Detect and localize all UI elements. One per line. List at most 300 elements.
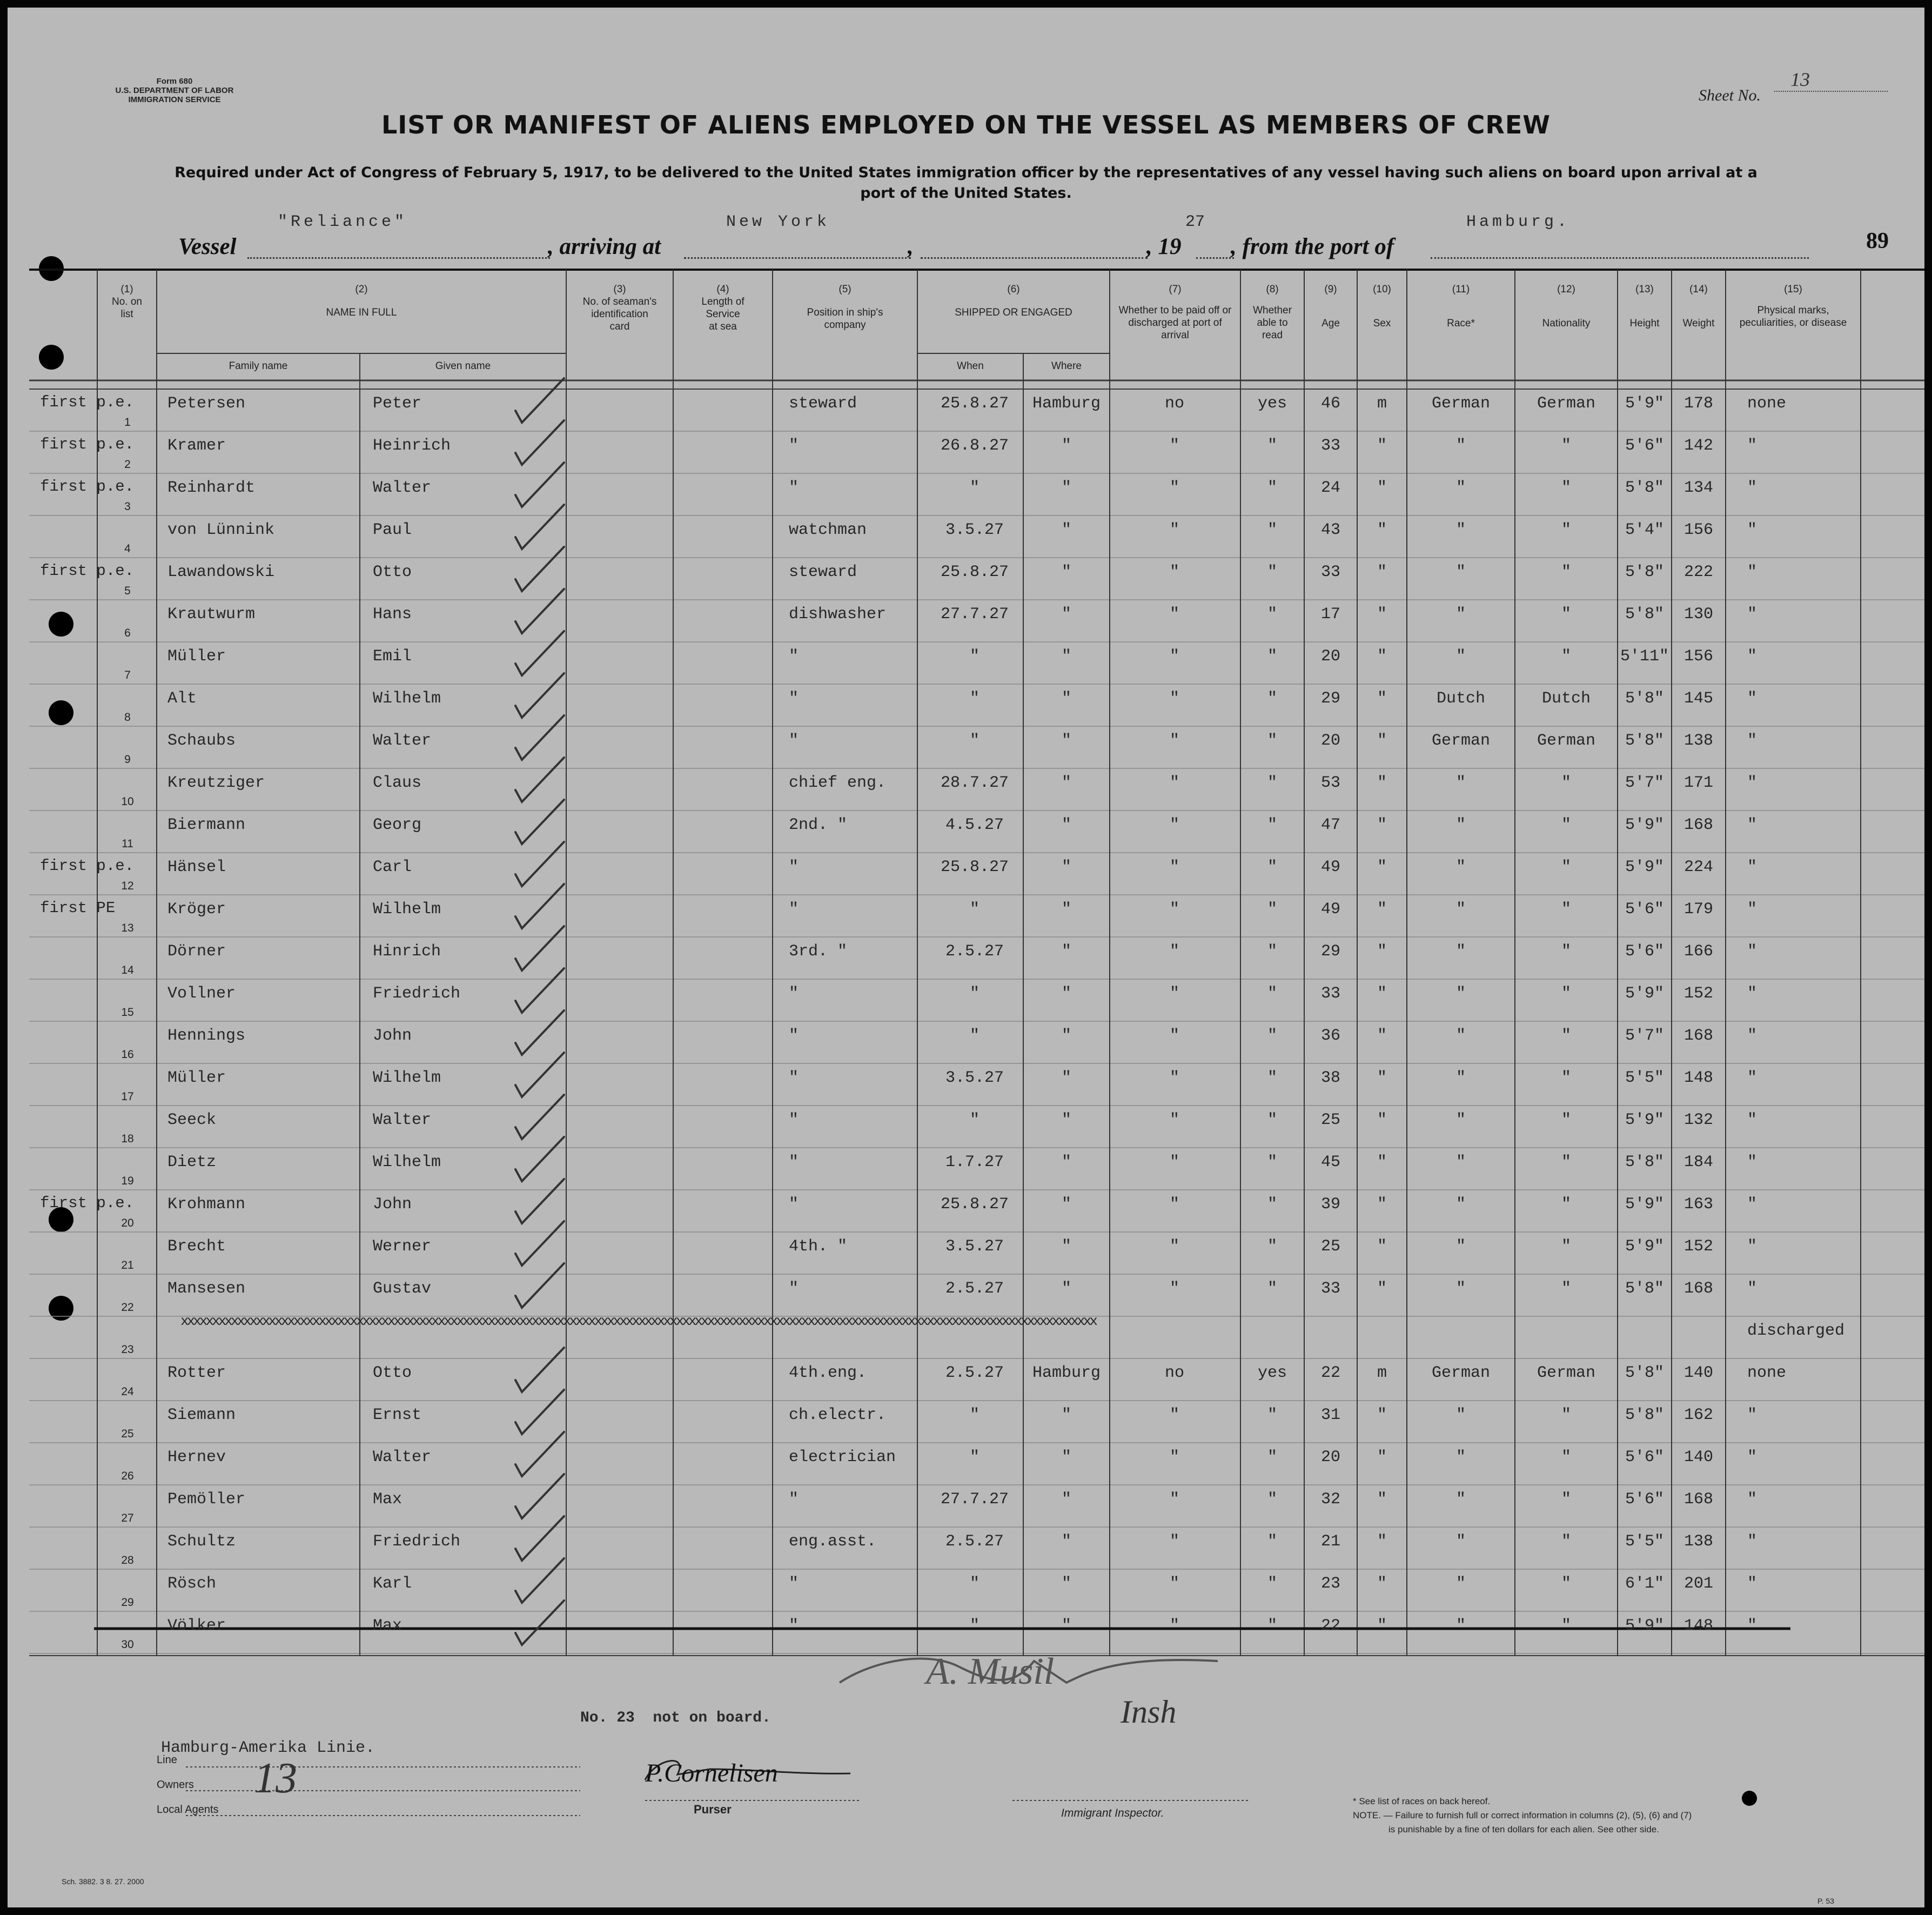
cell-able-to-read: " [1267, 479, 1277, 497]
cell-able-to-read: " [1267, 1069, 1277, 1087]
cell-family-name: Kreutziger [167, 774, 265, 792]
cell-weight: 148 [1683, 1069, 1713, 1087]
cell-family-name: von Lünnink [167, 521, 275, 539]
cell-physical-marks: " [1747, 1617, 1757, 1635]
inspector-label: Immigrant Inspector. [1061, 1807, 1164, 1819]
cell-physical-marks: " [1747, 1027, 1757, 1045]
cell-paid-off: " [1169, 816, 1179, 834]
cell-able-to-read: " [1267, 1027, 1277, 1045]
cell-given-name: Heinrich [373, 437, 451, 455]
cell-physical-marks: " [1747, 774, 1757, 792]
cell-position: ch.electr. [789, 1406, 887, 1424]
check-mark [515, 715, 564, 760]
cell-physical-marks: " [1747, 1448, 1757, 1467]
given-name-header: Given name [435, 360, 491, 372]
cell-position: steward [789, 394, 857, 413]
cell-paid-off: " [1169, 605, 1179, 624]
cell-weight: 140 [1683, 1448, 1713, 1467]
agents-label: Local Agents [157, 1804, 219, 1816]
cell-able-to-read: " [1267, 1153, 1277, 1171]
cell-sex: " [1377, 1195, 1387, 1214]
cell-family-name: Völker [167, 1617, 226, 1635]
row-number: 18 [121, 1133, 134, 1145]
print-code: Sch. 3882. 3 8. 27. 2000 [62, 1877, 144, 1886]
cell-physical-marks: " [1747, 479, 1757, 497]
cell-weight: 162 [1683, 1406, 1713, 1424]
cell-given-name: John [373, 1195, 412, 1214]
cell-shipped-when: " [969, 1111, 980, 1129]
cell-shipped-where: " [1061, 689, 1071, 708]
check-mark [515, 673, 564, 718]
cell-nationality: " [1561, 1532, 1571, 1551]
check-mark [515, 1601, 564, 1645]
cell-shipped-where: " [1061, 732, 1071, 750]
cell-shipped-when: 3.5.27 [945, 521, 1004, 539]
cell-sex: " [1377, 816, 1387, 834]
cell-shipped-when: " [969, 1406, 980, 1424]
cell-height: 5'9" [1625, 858, 1664, 876]
cell-physical-marks: none [1747, 1364, 1787, 1382]
sheet-number: 13 [1774, 68, 1888, 92]
cell-shipped-when: " [969, 1617, 980, 1635]
col11-header: (11) Race* [1447, 284, 1475, 329]
cell-height: 5'6" [1625, 1448, 1664, 1467]
cell-given-name: Gustav [373, 1280, 432, 1298]
cell-shipped-when: " [969, 1448, 980, 1467]
cell-shipped-where: " [1061, 774, 1071, 792]
check-mark [515, 631, 564, 675]
row-number: 5 [124, 585, 131, 597]
cell-weight: 142 [1683, 437, 1713, 455]
cell-shipped-when: 25.8.27 [940, 858, 1009, 876]
cell-family-name: Reinhardt [167, 479, 256, 497]
inspector-signature-suffix: Insh [1121, 1694, 1177, 1730]
cell-family-name: Petersen [167, 394, 246, 413]
cell-nationality: " [1561, 985, 1571, 1003]
cell-able-to-read: " [1267, 1532, 1277, 1551]
cell-paid-off: " [1169, 521, 1179, 539]
cell-able-to-read: " [1267, 774, 1277, 792]
family-name-header: Family name [229, 360, 288, 372]
cell-weight: 130 [1683, 605, 1713, 624]
row-number: 22 [121, 1301, 134, 1314]
cell-nationality: " [1561, 605, 1571, 624]
cell-shipped-where: " [1061, 563, 1071, 581]
cell-race: " [1455, 437, 1466, 455]
cell-nationality: " [1561, 1111, 1571, 1129]
check-mark [515, 842, 564, 886]
cell-physical-marks: " [1747, 605, 1757, 624]
cell-weight: 171 [1683, 774, 1713, 792]
cell-position: " [789, 1111, 799, 1129]
cell-weight: 163 [1683, 1195, 1713, 1214]
row-number: 24 [121, 1385, 134, 1398]
cell-position: " [789, 1617, 799, 1635]
cell-given-name: Wilhelm [373, 900, 441, 919]
cell-position: " [789, 1575, 799, 1593]
cell-family-name: Biermann [167, 816, 246, 834]
cell-given-name: Peter [373, 394, 422, 413]
cell-race: " [1455, 985, 1466, 1003]
cell-paid-off: " [1169, 774, 1179, 792]
cell-height: 5'6" [1625, 1490, 1664, 1509]
cell-weight: 168 [1683, 1027, 1713, 1045]
check-mark [515, 1390, 564, 1434]
cell-position: " [789, 1490, 799, 1509]
cell-sex: " [1377, 1406, 1387, 1424]
first-pe-note: first p.e. [40, 436, 135, 453]
cell-weight: 145 [1683, 689, 1713, 708]
row-number: 11 [122, 838, 133, 850]
cell-age: 20 [1320, 732, 1340, 750]
cell-race: German [1431, 394, 1491, 413]
cell-age: 22 [1320, 1364, 1340, 1382]
cell-age: 33 [1320, 563, 1340, 581]
col12-header: (12) Nationality [1542, 284, 1591, 329]
cell-age: 25 [1320, 1237, 1340, 1256]
cell-paid-off: " [1169, 1575, 1179, 1593]
year-value: 27 [1185, 213, 1205, 231]
cell-given-name: Hinrich [373, 942, 441, 961]
page-number: 89 [1866, 229, 1889, 253]
cell-nationality: " [1561, 521, 1571, 539]
cell-shipped-where: " [1061, 1237, 1071, 1256]
row-number: 20 [121, 1217, 134, 1229]
row-number: 27 [121, 1512, 134, 1524]
cell-able-to-read: yes [1257, 394, 1287, 413]
cell-able-to-read: " [1267, 1448, 1277, 1467]
cell-nationality: " [1561, 1280, 1571, 1298]
cell-height: 5'6" [1625, 942, 1664, 961]
cell-age: 20 [1320, 647, 1340, 666]
cell-shipped-where: " [1061, 942, 1071, 961]
row-number: 13 [121, 922, 134, 934]
cell-family-name: Krautwurm [167, 605, 256, 624]
subtitle-line2: port of the United States. [860, 185, 1072, 202]
cell-race: " [1455, 900, 1466, 919]
cell-position: " [789, 479, 799, 497]
check-mark [515, 800, 564, 844]
cell-shipped-where: " [1061, 1448, 1071, 1467]
cell-age: 46 [1320, 394, 1340, 413]
cell-nationality: " [1561, 1575, 1571, 1593]
cell-paid-off: " [1169, 563, 1179, 581]
cell-weight: 184 [1683, 1153, 1713, 1171]
from-port: Hamburg. [1466, 213, 1571, 231]
cell-weight: 168 [1683, 1280, 1713, 1298]
check-mark [515, 1053, 564, 1097]
col1-header: (1) No. on list [112, 284, 142, 320]
cell-shipped-when: 25.8.27 [940, 563, 1009, 581]
races-note: * See list of races on back hereof. [1353, 1796, 1491, 1806]
cell-paid-off: " [1169, 1617, 1179, 1635]
owners-label: Owners [157, 1779, 194, 1791]
cell-sex: " [1377, 1027, 1387, 1045]
cell-position: " [789, 1027, 799, 1045]
cell-paid-off: " [1169, 1027, 1179, 1045]
cell-nationality: " [1561, 774, 1571, 792]
cell-sex: " [1377, 1575, 1387, 1593]
cell-given-name: Wilhelm [373, 1069, 441, 1087]
cell-given-name: Werner [373, 1237, 432, 1256]
cell-sex: " [1377, 985, 1387, 1003]
cell-shipped-when: 28.7.27 [940, 774, 1009, 792]
cell-weight: 166 [1683, 942, 1713, 961]
first-pe-note: first p.e. [40, 478, 135, 496]
cell-age: 49 [1320, 900, 1340, 919]
cell-shipped-where: " [1061, 1153, 1071, 1171]
cell-position: " [789, 732, 799, 750]
cell-given-name: John [373, 1027, 412, 1045]
cell-nationality: " [1561, 900, 1571, 919]
row-number: 25 [121, 1428, 134, 1440]
cell-nationality: " [1561, 1490, 1571, 1509]
row-number: 6 [124, 627, 131, 639]
cell-family-name: Kramer [167, 437, 226, 455]
cell-sex: " [1377, 900, 1387, 919]
cell-position: dishwasher [789, 605, 887, 624]
cell-physical-marks: " [1747, 437, 1757, 455]
page-title: LIST OR MANIFEST OF ALIENS EMPLOYED ON THE VESSEL AS MEMBERS OF CREW [381, 110, 1551, 139]
cell-race: " [1455, 1532, 1466, 1551]
cell-physical-marks: " [1747, 1280, 1757, 1298]
cell-able-to-read: " [1267, 732, 1277, 750]
cell-physical-marks: " [1747, 1195, 1757, 1214]
line-value: Hamburg-Amerika Linie. [161, 1739, 375, 1757]
row-number: 3 [124, 500, 131, 513]
cell-able-to-read: yes [1257, 1364, 1287, 1382]
purser-label: Purser [694, 1803, 732, 1816]
cell-age: 47 [1320, 816, 1340, 834]
check-mark [515, 1348, 564, 1392]
cell-family-name: Hennings [167, 1027, 246, 1045]
cell-given-name: Friedrich [373, 985, 461, 1003]
cell-physical-marks: " [1747, 521, 1757, 539]
cell-position: " [789, 1069, 799, 1087]
cell-age: 33 [1320, 437, 1340, 455]
cell-weight: 134 [1683, 479, 1713, 497]
cell-race: " [1455, 647, 1466, 666]
cell-physical-marks: " [1747, 689, 1757, 708]
cell-physical-marks: " [1747, 1069, 1757, 1087]
check-mark [515, 1474, 564, 1518]
cell-family-name: Dietz [167, 1153, 217, 1171]
cell-height: 5'7" [1625, 774, 1664, 792]
cell-nationality: " [1561, 1153, 1571, 1171]
cell-given-name: Karl [373, 1575, 412, 1593]
cell-paid-off: " [1169, 1153, 1179, 1171]
cell-position: 4th. " [789, 1237, 848, 1256]
cell-nationality: " [1561, 858, 1571, 876]
cell-race: " [1455, 1027, 1466, 1045]
cell-paid-off: " [1169, 732, 1179, 750]
cell-race: " [1455, 816, 1466, 834]
col13-header: (13) Height [1629, 284, 1660, 329]
cell-age: 33 [1320, 1280, 1340, 1298]
cell-race: " [1455, 1237, 1466, 1256]
cell-able-to-read: " [1267, 1575, 1277, 1593]
check-mark [515, 1432, 564, 1476]
cell-given-name: Max [373, 1490, 403, 1509]
cell-physical-marks: " [1747, 1237, 1757, 1256]
col14-header: (14) Weight [1682, 284, 1715, 329]
row-number: 14 [121, 964, 134, 976]
cell-paid-off: " [1169, 1406, 1179, 1424]
cell-shipped-where: " [1061, 1195, 1071, 1214]
check-mark [515, 926, 564, 970]
cell-weight: 201 [1683, 1575, 1713, 1593]
cell-family-name: Schultz [167, 1532, 236, 1551]
cell-family-name: Dörner [167, 942, 226, 961]
cell-height: 5'9" [1625, 985, 1664, 1003]
col15-header: (15) Physical marks, peculiarities, or disease [1739, 284, 1847, 329]
cell-physical-marks: " [1747, 816, 1757, 834]
cell-weight: 132 [1683, 1111, 1713, 1129]
cell-shipped-when: 2.5.27 [945, 1532, 1004, 1551]
cell-weight: 156 [1683, 521, 1713, 539]
col3-header: (3) No. of seaman's identification card [582, 284, 657, 332]
cell-race: " [1455, 1111, 1466, 1129]
cell-paid-off: " [1169, 1069, 1179, 1087]
cell-weight: 140 [1683, 1364, 1713, 1382]
row-number: 23 [121, 1343, 134, 1356]
cell-age: 38 [1320, 1069, 1340, 1087]
cell-nationality: " [1561, 942, 1571, 961]
cell-position: " [789, 1280, 799, 1298]
cell-sex: " [1377, 689, 1387, 708]
cell-given-name: Max [373, 1617, 403, 1635]
cell-able-to-read: " [1267, 1280, 1277, 1298]
cell-weight: 138 [1683, 1532, 1713, 1551]
cell-height: 5'8" [1625, 689, 1664, 708]
cell-race: " [1455, 605, 1466, 624]
cell-shipped-when: 3.5.27 [945, 1237, 1004, 1256]
cell-height: 5'6" [1625, 437, 1664, 455]
cell-paid-off: " [1169, 1532, 1179, 1551]
cell-able-to-read: " [1267, 858, 1277, 876]
col9-header: (9) Age [1321, 284, 1340, 329]
cell-shipped-where: " [1061, 437, 1071, 455]
cell-race: " [1455, 1575, 1466, 1593]
cell-height: 5'9" [1625, 1111, 1664, 1129]
row-number: 28 [121, 1554, 134, 1566]
cell-shipped-when: " [969, 900, 980, 919]
cell-height: 5'5" [1625, 1069, 1664, 1087]
cell-paid-off: " [1169, 437, 1179, 455]
cell-nationality: " [1561, 563, 1571, 581]
cell-position: " [789, 985, 799, 1003]
cell-weight: 168 [1683, 1490, 1713, 1509]
check-mark [515, 758, 564, 802]
cell-paid-off: " [1169, 1237, 1179, 1256]
cell-shipped-when: 4.5.27 [945, 816, 1004, 834]
cell-shipped-when: 25.8.27 [940, 394, 1009, 413]
cell-physical-marks: " [1747, 1575, 1757, 1593]
cell-age: 29 [1320, 942, 1340, 961]
cell-sex: " [1377, 521, 1387, 539]
cell-family-name: Schaubs [167, 732, 236, 750]
cell-shipped-where: " [1061, 816, 1071, 834]
cell-shipped-where: " [1061, 985, 1071, 1003]
cell-nationality: " [1561, 1406, 1571, 1424]
cell-race: Dutch [1436, 689, 1485, 708]
cell-sex: " [1377, 858, 1387, 876]
year-prefix: , 19 [1146, 234, 1182, 259]
check-mark [515, 378, 564, 423]
cell-nationality: German [1537, 1364, 1596, 1382]
cell-able-to-read: " [1267, 942, 1277, 961]
cell-sex: " [1377, 1490, 1387, 1509]
cell-shipped-when: " [969, 732, 980, 750]
cell-position: 2nd. " [789, 816, 848, 834]
cell-able-to-read: " [1267, 521, 1277, 539]
cell-nationality: Dutch [1541, 689, 1591, 708]
cell-physical-marks: " [1747, 1406, 1757, 1424]
cell-position: " [789, 1153, 799, 1171]
cell-race: " [1455, 1153, 1466, 1171]
cell-paid-off: " [1169, 858, 1179, 876]
cell-given-name: Wilhelm [373, 1153, 441, 1171]
handwritten-number: 13 [254, 1755, 297, 1802]
cell-race: German [1431, 732, 1491, 750]
cell-physical-marks: " [1747, 1111, 1757, 1129]
check-mark [515, 547, 564, 591]
cell-weight: 156 [1683, 647, 1713, 666]
row-number: 1 [124, 416, 131, 428]
check-mark [515, 1221, 564, 1265]
cell-height: 5'8" [1625, 1280, 1664, 1298]
cell-position: 4th.eng. [789, 1364, 867, 1382]
cell-nationality: " [1561, 1195, 1571, 1214]
cell-shipped-where: " [1061, 1280, 1071, 1298]
cell-nationality: " [1561, 1237, 1571, 1256]
cell-paid-off: " [1169, 900, 1179, 919]
cell-nationality: " [1561, 1027, 1571, 1045]
row-number: 8 [124, 711, 131, 724]
check-mark [515, 1516, 564, 1561]
cell-shipped-where: " [1061, 858, 1071, 876]
cell-position: " [789, 1195, 799, 1214]
cell-height: 5'7" [1625, 1027, 1664, 1045]
row-number: 29 [121, 1596, 134, 1609]
cell-given-name: Walter [373, 1111, 432, 1129]
cell-shipped-where: " [1061, 1575, 1071, 1593]
cell-shipped-where: " [1061, 1406, 1071, 1424]
row-number: 19 [121, 1175, 134, 1187]
purser-signature: P.Cornelisen [645, 1759, 778, 1787]
cell-physical-marks: none [1747, 394, 1787, 413]
cell-race: " [1455, 942, 1466, 961]
cell-sex: " [1377, 1069, 1387, 1087]
cell-given-name: Paul [373, 521, 412, 539]
cell-race: " [1455, 1490, 1466, 1509]
col10-header: (10) Sex [1373, 284, 1391, 329]
cell-age: 36 [1320, 1027, 1340, 1045]
cell-given-name: Claus [373, 774, 422, 792]
cell-sex: m [1377, 1364, 1387, 1382]
cell-position: steward [789, 563, 857, 581]
cell-age: 31 [1320, 1406, 1340, 1424]
sheet-label: Sheet No. [1699, 86, 1761, 104]
where-header: Where [1051, 360, 1082, 372]
cell-family-name: Hänsel [167, 858, 226, 876]
cell-sex: " [1377, 1532, 1387, 1551]
check-mark [515, 884, 564, 928]
cell-given-name: Ernst [373, 1406, 422, 1424]
cell-shipped-where: " [1061, 1069, 1071, 1087]
cell-paid-off: no [1164, 394, 1184, 413]
cell-able-to-read: " [1267, 647, 1277, 666]
